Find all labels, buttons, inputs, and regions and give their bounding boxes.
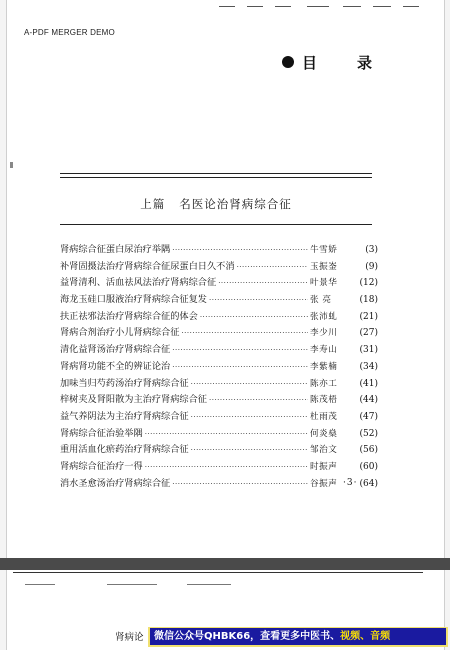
toc-author: 张沛虬 [310, 311, 338, 322]
top-dash [307, 6, 329, 7]
toc-entry[interactable] [60, 309, 378, 326]
toc-page: (3) [365, 245, 378, 255]
toc-author: 牛雪娇 [310, 245, 338, 255]
watermark-text: A-PDF MERGER DEMO [24, 28, 115, 37]
toc-page: (56) [359, 445, 378, 456]
leader-dots [172, 476, 308, 493]
toc-page: (31) [359, 345, 378, 356]
leader-dots [191, 442, 308, 459]
toc-author: 陈亦工 [310, 378, 338, 389]
page-separator [0, 558, 450, 570]
toc-entry[interactable] [60, 342, 378, 359]
toc-title: 消水圣愈汤治疗肾病综合征 [60, 477, 171, 489]
toc-author: 杜雨茂 [310, 411, 338, 422]
toc-page: (34) [359, 361, 378, 372]
toc-author: 李寿山 [310, 345, 338, 356]
leader-dots [218, 275, 308, 292]
toc-title: 清化益肾汤治疗肾病综合征 [60, 344, 171, 356]
leader-dots [172, 242, 308, 259]
top-dash [373, 6, 391, 7]
divider [60, 224, 372, 225]
banner-lead: 微信公众号QHBK66，查看更多中医书、 [154, 631, 341, 642]
toc-title: 梓树夹及肾阳散为主治疗肾病综合征 [60, 394, 207, 406]
leader-dots [191, 409, 308, 426]
top-dash [343, 6, 361, 7]
toc-title: 肾病合剂治疗小儿肾病综合征 [60, 327, 180, 339]
toc-entry[interactable] [60, 409, 378, 426]
divider [60, 173, 372, 174]
contents-heading-char1: 目 [302, 54, 318, 72]
toc-title: 益气养阴法为主治疗肾病综合征 [60, 410, 189, 422]
toc-title: 海龙玉硅口服液治疗肾病综合征复发 [60, 294, 207, 306]
toc-entry[interactable] [60, 426, 378, 443]
leader-dots [200, 309, 308, 326]
leader-dots [191, 376, 308, 393]
toc-page: (9) [365, 261, 378, 272]
header-line [187, 584, 231, 585]
toc-page: (27) [359, 328, 378, 339]
section-part: 上篇 [140, 197, 166, 211]
toc-title: 肾病综合征治验举隅 [60, 427, 143, 439]
page-number: ·3· [343, 478, 358, 488]
toc-entry[interactable] [60, 476, 378, 493]
toc-author: 玉振崟 [310, 261, 338, 272]
header-line [25, 584, 55, 585]
toc-entry[interactable] [60, 325, 378, 342]
toc-entry[interactable] [60, 359, 378, 376]
next-page-text: 肾病论 [115, 632, 144, 643]
top-dash [247, 6, 263, 7]
toc-entry[interactable] [60, 459, 378, 476]
leader-dots [145, 459, 308, 476]
scan-mark [10, 162, 13, 168]
toc-page: (64) [359, 478, 378, 489]
toc-page: (47) [359, 411, 378, 422]
toc-title: 肾病肾功能不全的辨证论治 [60, 360, 171, 372]
toc-page: (41) [359, 378, 378, 389]
toc-entry[interactable] [60, 242, 378, 259]
toc-entry[interactable] [60, 442, 378, 459]
toc-page: (18) [359, 295, 378, 306]
toc-author: 叶景华 [310, 278, 338, 289]
toc-title: 益肾清利、活血祛风法治疗肾病综合征 [60, 277, 217, 289]
leader-dots [237, 259, 308, 276]
toc-author: 李紫楠 [310, 361, 338, 372]
toc-entry[interactable] [60, 392, 378, 409]
top-dash [403, 6, 419, 7]
page-top-rule [13, 572, 423, 573]
leader-dots [172, 342, 308, 359]
toc-title: 扶正祛邪法治疗肾病综合征的体会 [60, 310, 198, 322]
toc-entry[interactable] [60, 292, 378, 309]
toc-title: 加味当归芍药汤治疗肾病综合征 [60, 377, 189, 389]
leader-dots [181, 325, 308, 342]
toc-page: (12) [359, 278, 378, 289]
header-line [107, 584, 157, 585]
toc-author: 时振声 [310, 461, 338, 472]
toc-page: (21) [359, 311, 378, 322]
toc-title: 补肾固摄法治疗肾病综合征尿蛋白日久不消 [60, 260, 235, 272]
heading-bullet-icon [282, 56, 294, 68]
leader-dots [209, 392, 308, 409]
toc-author: 张 亮 [310, 295, 332, 306]
toc-entry[interactable] [60, 259, 378, 276]
toc-title: 重用活血化瘀药治疗肾病综合征 [60, 444, 189, 456]
toc-entry[interactable] [60, 376, 378, 393]
toc-title: 肾病综合征蛋白尿治疗举隅 [60, 244, 171, 255]
toc-author: 谷振声 [310, 478, 338, 489]
section-name: 名医论治肾病综合征 [179, 197, 292, 211]
toc-author: 李少川 [310, 328, 338, 339]
leader-dots [172, 359, 308, 376]
toc-author: 何炎燊 [310, 428, 338, 439]
toc-title: 肾病综合征治疗一得 [60, 460, 143, 472]
leader-dots [145, 426, 308, 443]
contents-heading-char2: 录 [357, 54, 373, 72]
toc-author: 邹治文 [310, 445, 338, 456]
top-dash [219, 6, 235, 7]
section-title [60, 196, 372, 212]
toc-entry[interactable] [60, 275, 378, 292]
toc-page: (60) [359, 461, 378, 472]
banner-highlight: 视频、音频 [340, 631, 391, 642]
promo-banner[interactable] [150, 628, 446, 645]
leader-dots [209, 292, 308, 309]
table-of-contents [60, 242, 378, 492]
toc-author: 陈茂梧 [310, 395, 338, 406]
top-dash [275, 6, 291, 7]
toc-page: (44) [359, 395, 378, 406]
toc-page: (52) [359, 428, 378, 439]
divider [60, 177, 372, 178]
